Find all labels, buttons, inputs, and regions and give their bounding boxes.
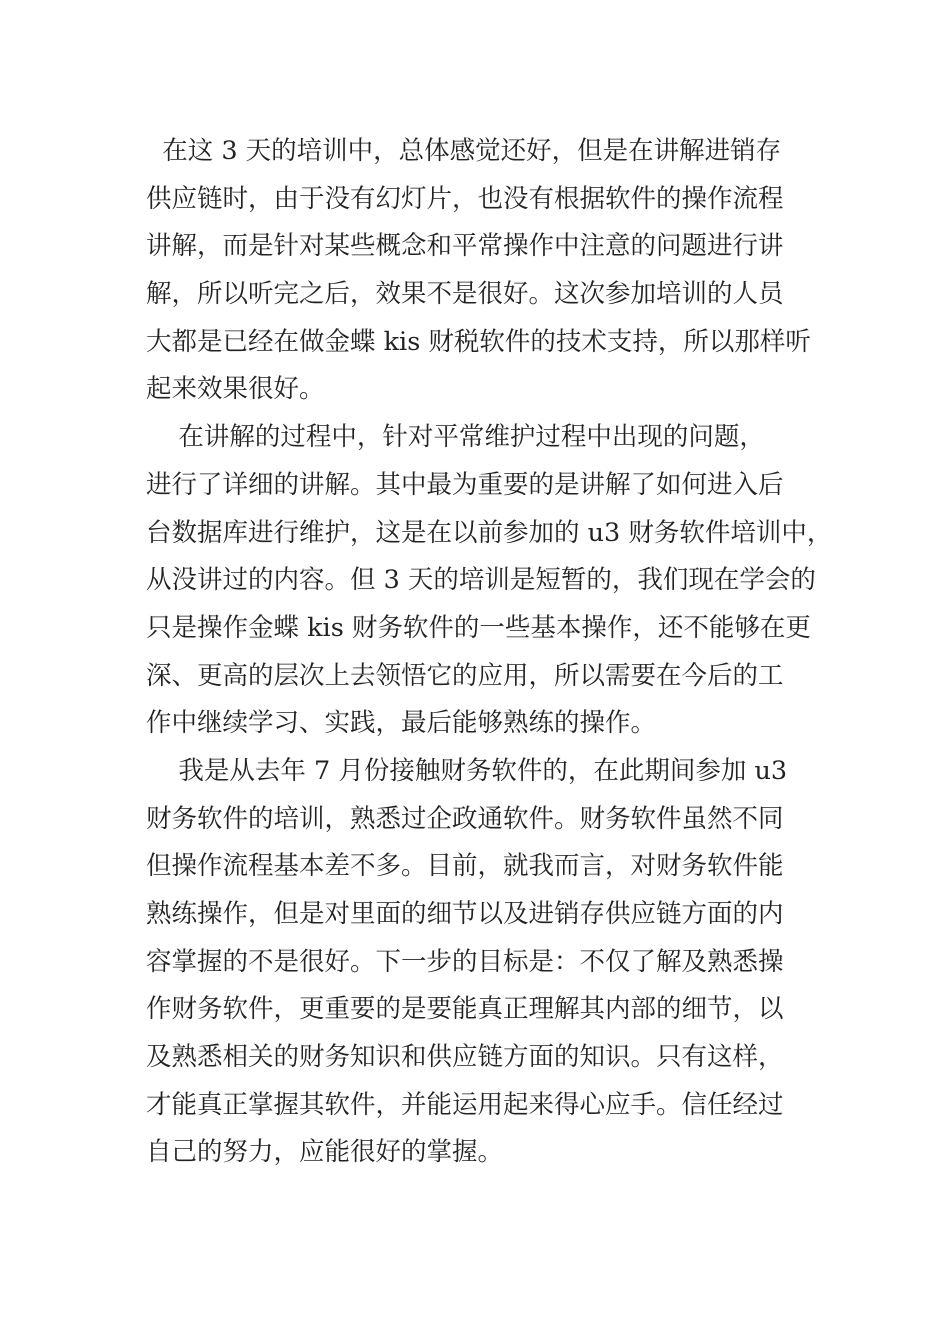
text-line: 讲解，而是针对某些概念和平常操作中注意的问题进行讲 [146, 231, 784, 262]
text-line: 但操作流程基本差不多。目前，就我而言，对财务软件能 [146, 851, 784, 882]
text-line: 大都是已经在做金蝶 kis 财税软件的技术支持，所以那样听 [146, 326, 811, 357]
text-line: 解，所以听完之后，效果不是很好。这次参加培训的人员 [146, 279, 784, 310]
text-line: 自己的努力，应能很好的掌握。 [146, 1137, 504, 1168]
text-line: 我是从去年 7 月份接触财务软件的，在此期间参加 u3 [146, 755, 788, 786]
paragraph-3 [146, 748, 806, 1177]
text-line: 进行了详细的讲解。其中最为重要的是讲解了如何进入后 [146, 469, 784, 500]
text-line: 及熟悉相关的财务知识和供应链方面的知识。只有这样， [146, 1042, 784, 1073]
text-line: 在讲解的过程中，针对平常维护过程中出现的问题， [146, 422, 765, 453]
text-line: 作财务软件，更重要的是要能真正理解其内部的细节，以 [146, 994, 784, 1025]
text-line: 从没讲过的内容。但 3 天的培训是短暂的，我们现在学会的 [146, 565, 816, 596]
paragraph-1 [146, 128, 811, 414]
text-line: 深、更高的层次上去领悟它的应用，所以需要在今后的工 [146, 660, 784, 691]
text-line: 台数据库进行维护，这是在以前参加的 u3 财务软件培训中， [146, 517, 833, 548]
text-line: 在这 3 天的培训中，总体感觉还好，但是在讲解进销存 [146, 136, 782, 166]
text-line: 起来效果很好。 [146, 374, 325, 405]
document-body [146, 128, 833, 1177]
text-line: 容掌握的不是很好。下一步的目标是：不仅了解及熟悉操 [146, 946, 784, 977]
text-line: 供应链时，由于没有幻灯片，也没有根据软件的操作流程 [146, 183, 784, 214]
text-line: 作中继续学习、实践，最后能够熟练的操作。 [146, 708, 657, 739]
text-line: 熟练操作，但是对里面的细节以及进销存供应链方面的内 [146, 899, 784, 929]
paragraph-2 [146, 414, 833, 748]
text-line: 只是操作金蝶 kis 财务软件的一些基本操作，还不能够在更 [146, 612, 811, 643]
text-line: 财务软件的培训，熟悉过企政通软件。财务软件虽然不同 [146, 803, 784, 834]
text-line: 才能真正掌握其软件，并能运用起来得心应手。信任经过 [146, 1089, 784, 1120]
